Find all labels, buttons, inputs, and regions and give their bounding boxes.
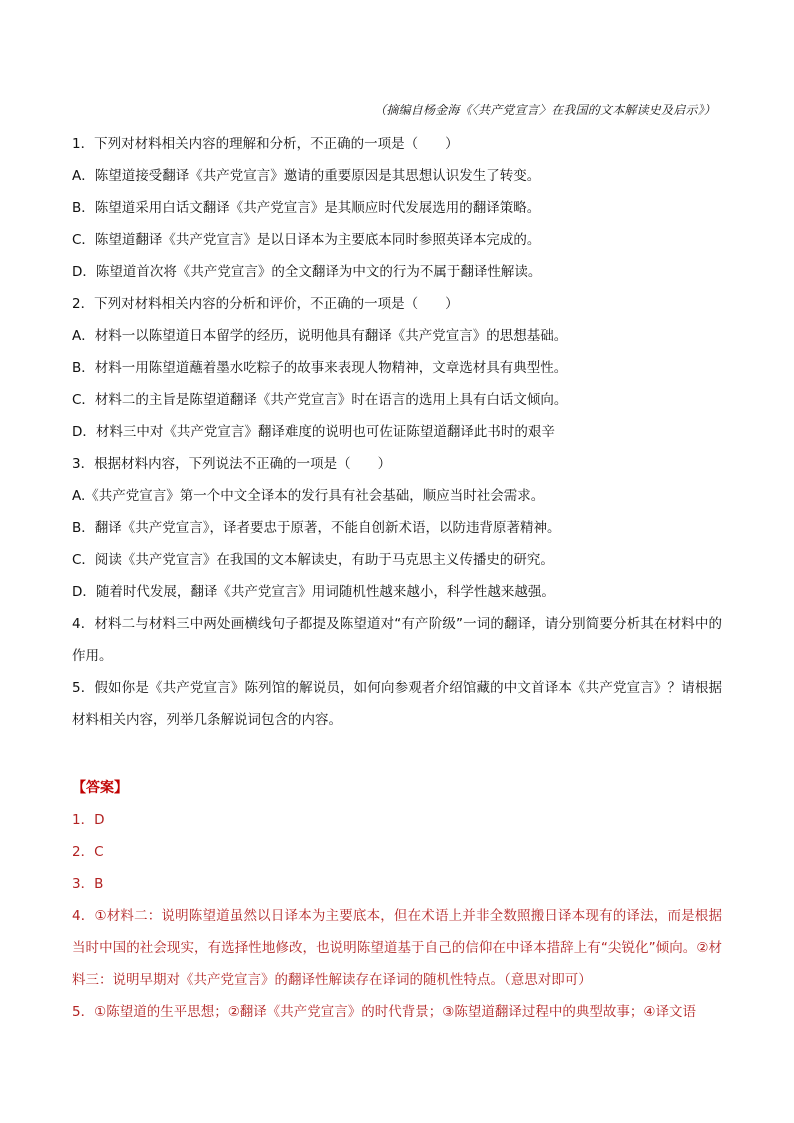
question-1-stem: 1．下列对材料相关内容的理解和分析，不正确的一项是（ ） <box>72 136 459 152</box>
answer-3: 3．B <box>72 876 104 892</box>
question-4: 4．材料二与材料三中两处画横线句子都提及陈望道对“有产阶级”一词的翻译，请分别简要分析其在材料中的作用。 <box>72 616 722 664</box>
question-3-option-d: D．随着时代发展，翻译《共产党宣言》用词随机性越来越小，科学性越来越强。 <box>72 584 555 600</box>
answer-1: 1．D <box>72 812 105 828</box>
answer-2: 2．C <box>72 844 104 860</box>
answer-4: 4．①材料二：说明陈望道虽然以日译本为主要底本，但在术语上并非全数照搬日译本现有的译法，而是根据当时中国的社会现实，有选择性地修改，也说明陈望道基于自己的信仰在中译本措辞上有“尖锐化”倾向。②材料三：说明早期对《共产党宣言》的翻译性解读存在译词的随机性特点。（意思对即可） <box>72 908 722 988</box>
question-3-option-b: B．翻译《共产党宣言》，译者要忠于原著，不能自创新术语，以防违背原著精神。 <box>72 520 561 536</box>
answer-5: 5．①陈望道的生平思想；②翻译《共产党宣言》的时代背景；③陈望道翻译过程中的典型故事；④译文语 <box>72 1004 696 1020</box>
question-1-option-c: C．陈望道翻译《共产党宣言》是以日译本为主要底本同时参照英译本完成的。 <box>72 232 541 248</box>
questions-section <box>72 128 722 1028</box>
question-3-option-c: C．阅读《共产党宣言》在我国的文本解读史，有助于马克思主义传播史的研究。 <box>72 552 554 568</box>
answer-heading: 【答案】 <box>72 780 128 796</box>
question-5: 5．假如你是《共产党宣言》陈列馆的解说员，如何向参观者介绍馆藏的中文首译本《共产党宣言》？请根据材料相关内容，列举几条解说词包含的内容。 <box>72 680 722 728</box>
spacer <box>72 736 722 772</box>
question-2-option-d: D．材料三中对《共产党宣言》翻译难度的说明也可佐证陈望道翻译此书时的艰辛 <box>72 424 555 440</box>
source-citation: （摘编自杨金海《〈共产党宣言〉在我国的文本解读史及启示》） <box>374 103 716 117</box>
question-1-option-a: A．陈望道接受翻译《共产党宣言》邀请的重要原因是其思想认识发生了转变。 <box>72 168 541 184</box>
question-2-option-a: A．材料一以陈望道日本留学的经历，说明他具有翻译《共产党宣言》的思想基础。 <box>72 328 568 344</box>
question-1-option-b: B．陈望道采用白话文翻译《共产党宣言》是其顺应时代发展选用的翻译策略。 <box>72 200 541 216</box>
question-3-option-a: A.《共产党宣言》第一个中文全译本的发行具有社会基础，顺应当时社会需求。 <box>72 488 545 504</box>
question-2-option-b: B．材料一用陈望道蘸着墨水吃粽子的故事来表现人物精神，文章选材具有典型性。 <box>72 360 568 376</box>
question-2-option-c: C．材料二的主旨是陈望道翻译《共产党宣言》时在语言的选用上具有白话文倾向。 <box>72 392 568 408</box>
question-2-stem: 2．下列对材料相关内容的分析和评价，不正确的一项是（ ） <box>72 296 459 312</box>
question-3-stem: 3．根据材料内容，下列说法不正确的一项是（ ） <box>72 456 392 472</box>
question-1-option-d: D．陈望道首次将《共产党宣言》的全文翻译为中文的行为不属于翻译性解读。 <box>72 264 542 280</box>
